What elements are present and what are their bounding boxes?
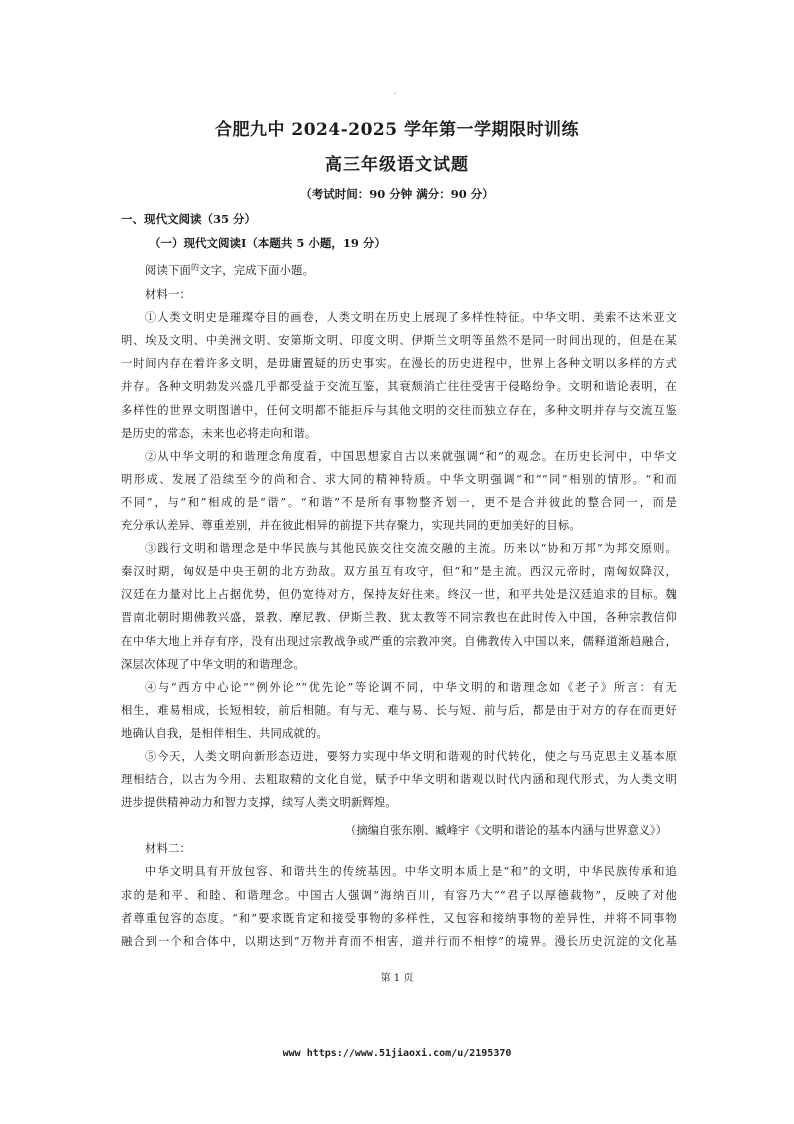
paragraph-line: 相生，难易相成，长短相较，前后相随。有与无、难与易、长与短、前与后，都是由于对方的存在而更好 (121, 703, 677, 717)
material1-label: 材料一： (145, 288, 191, 302)
paragraph-line: 明形成、发展了沿续至今的尚和合、求大同的精神特质。中华文明强调“和”“同”相别的情形。“和而 (121, 472, 677, 486)
paragraph-line: 中华文明具有开放包容、和谐共生的传统基因。中华文明本质上是“和”的文明，中华民族传承和追 (145, 865, 677, 879)
paragraph-line: 地确认自我，是相伴相生、共同成就的。 (121, 726, 328, 740)
exam-title: 合肥九中 2024-2025 学年第一学期限时训练 (214, 120, 580, 140)
paragraph-line: 充分承认差异、尊重差别，并在彼此相异的前提下共存聚力，实现共同的更加美好的目标。 (121, 519, 581, 533)
paragraph-line: 晋南北朝时期佛教兴盛，景教、摩尼教、伊斯兰教、犹太教等不同宗教也在此时传入中国，各种宗教信仰 (121, 611, 677, 625)
paragraph-line: 深层次体现了中华文明的和谐理念。 (121, 657, 305, 671)
paragraph-line: ⑤今天，人类文明向新形态迈进，要努力实现中华文明和谐观的时代转化，使之与马克思主义基本原 (145, 749, 677, 763)
exam-subtitle: 高三年级语文试题 (325, 155, 469, 175)
paragraph-line: 融合到一个和合体中，以期达到“万物并育而不相害，道并行而不相悖”的境界。漫长历史沉淀的文化基 (121, 934, 677, 948)
material2-label: 材料二： (145, 842, 191, 856)
footer-url[interactable]: www https://www.51jiaoxi.com/u/2195370 (282, 1048, 512, 1059)
paragraph-line: ③践行文明和谐理念是中华民族与其他民族交往交流交融的主流。历来以“协和万邦”为邦交原则。 (145, 542, 677, 556)
paragraph-line: 明、埃及文明、中美洲文明、安第斯文明、印度文明、伊斯兰文明等虽然不是同一时间出现的，但是在某 (121, 334, 677, 348)
paragraph-line: 理相结合，以古为今用、去粗取精的文化自觉，赋予中华文明和谐观以时代内涵和现代形式，为人类文明 (121, 773, 677, 787)
instruction-line: 阅读下面$^的$文字，完成下面小题。 (145, 263, 315, 277)
paragraph-line: ④与“西方中心论”“例外论”“优先论”等论调不同，中华文明的和谐理念如《老子》所言：有无 (145, 680, 677, 694)
paragraph-line: 一时间内存在着许多文明，是毋庸置疑的历史事实。在漫长的历史进程中，世界上各种文明以多样的方式 (121, 357, 677, 371)
subsection-heading: （一）现代文阅读Ⅰ（本题共 5 小题，19 分） (149, 236, 386, 250)
paragraph-line: 汉廷在力量对比上占据优势，但仍宽待对方，保持友好往来。终汉一世，和平共处是汉廷追求的目标。魏 (121, 588, 677, 602)
section-heading: 一、现代文阅读（35 分） (121, 212, 257, 226)
source-citation: （摘编自张东刚、臧峰宇《文明和谐论的基本内涵与世界意义》） (345, 824, 667, 837)
paragraph-line: ①人类文明史是璀璨夺目的画卷，人类文明在历史上展现了多样性特征。中华文明、美索不达米亚文 (145, 311, 677, 325)
paragraph-line: ②从中华文明的和谐理念角度看，中国思想家自古以来就强调“和”的观念。在历史长河中，中华文 (145, 449, 677, 463)
paragraph-line: 不同”，与“和”相成的是“谐”。“和谐”不是所有事物整齐划一，更不是合并彼此的整合同一，而是 (121, 495, 677, 509)
paragraph-line: 并存。各种文明勃发兴盛几乎都受益于交流互鉴，其衰颓消亡往往受害于侵略纷争。文明和谐论表明，在 (121, 380, 677, 394)
paragraph-line: 在中华大地上并存有序，没有出现过宗教战争或严重的宗教冲突。自佛教传入中国以来，儒释道渐趋融合， (121, 634, 677, 648)
page-number: 第 1 页 (380, 973, 414, 984)
paragraph-line: 求的是和平、和睦、和谐理念。中国古人强调“海纳百川，有容乃大”“君子以厚德载物”，反映了对他 (121, 888, 677, 902)
paragraph-line: 进步提供精神动力和智力支撑，续写人类文明新辉煌。 (121, 796, 397, 810)
paragraph-line: 者尊重包容的态度。“和”要求既肯定和接受事物的多样性，又包容和接纳事物的差异性，并将不同事物 (121, 911, 677, 925)
reading-body (121, 259, 677, 953)
paragraph-line: 是历史的常态，未来也必将走向和谐。 (121, 426, 317, 440)
scan-mark: ' (394, 92, 396, 100)
paragraph-line: 多样性的世界文明图谱中，任何文明都不能拒斥与其他文明的交往而独立存在，多种文明并存与交流互鉴 (121, 403, 677, 417)
paragraph-line: 秦汉时期，匈奴是中央王朝的北方劲敌。双方虽互有攻守，但“和”是主流。西汉元帝时，南匈奴降汉， (121, 565, 677, 579)
exam-info: （考试时间：90 分钟 满分：90 分） (300, 187, 494, 201)
